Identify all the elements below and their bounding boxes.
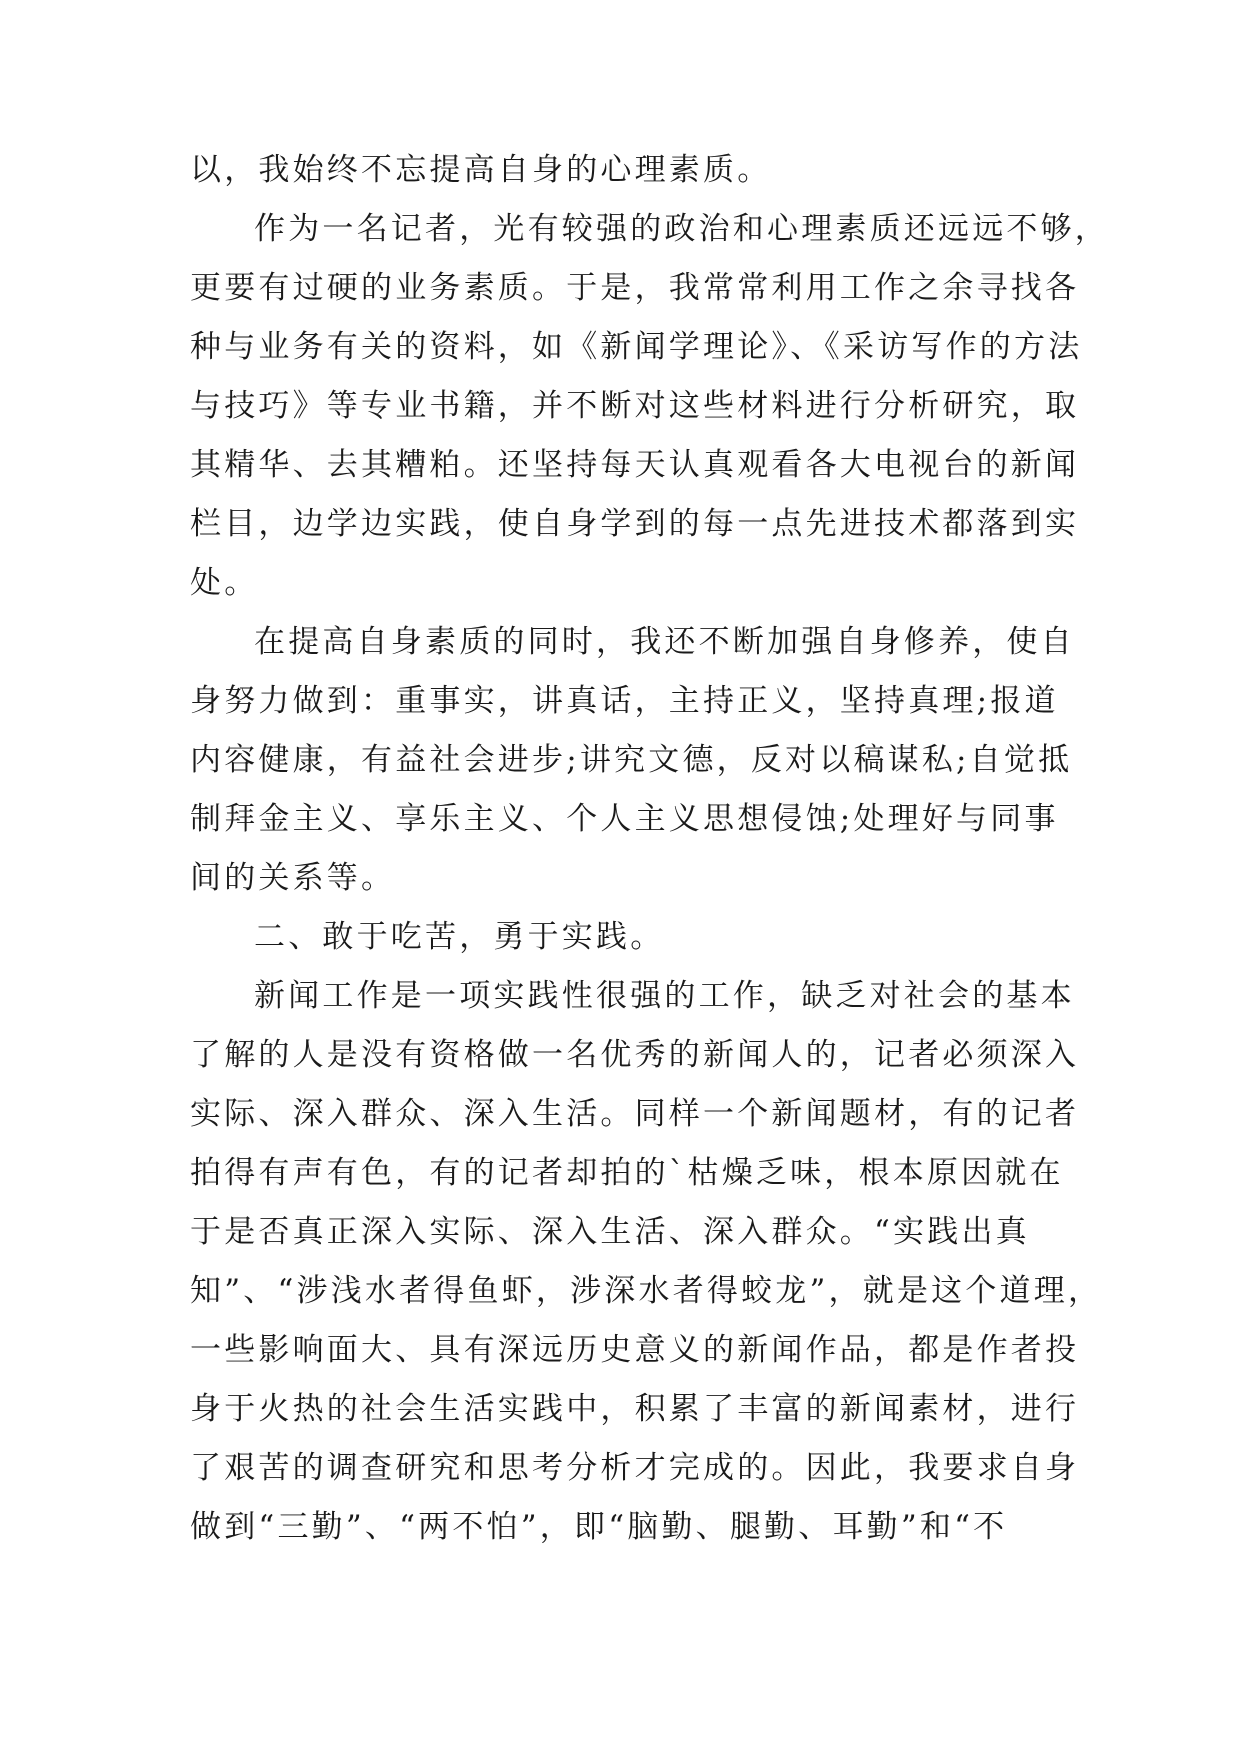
body-text-line: 拍得有声有色，有的记者却拍的`枯燥乏味，根本原因就在: [190, 1155, 1064, 1191]
paragraph-first-line: 新闻工作是一项实践性很强的工作，缺乏对社会的基本: [254, 978, 1075, 1014]
body-text-line: 做到“三勤”、“两不怕”，即“脑勤、腿勤、耳勤”和“不: [190, 1509, 1008, 1545]
body-text-line: 内容健康，有益社会进步;讲究文德，反对以稿谋私;自觉抵: [190, 742, 1073, 778]
body-text-line: 与技巧》等专业书籍，并不断对这些材料进行分析研究，取: [190, 388, 1080, 424]
body-text-line: 一些影响面大、具有深远历史意义的新闻作品，都是作者投: [190, 1332, 1080, 1368]
body-text-line: 栏目，边学边实践，使自身学到的每一点先进技术都落到实: [190, 506, 1080, 542]
body-text-line: 了艰苦的调查研究和思考分析才完成的。因此，我要求自身: [190, 1450, 1080, 1486]
body-text-line: 知”、“涉浅水者得鱼虾，涉深水者得蛟龙”，就是这个道理，: [190, 1273, 1103, 1309]
paragraph-first-line: 作为一名记者，光有较强的政治和心理素质还远远不够，: [254, 211, 1109, 247]
body-text-line: 实际、深入群众、深入生活。同样一个新闻题材，有的记者: [190, 1096, 1080, 1132]
body-text-line: 身于火热的社会生活实践中，积累了丰富的新闻素材，进行: [190, 1391, 1080, 1427]
body-text-line: 以，我始终不忘提高自身的心理素质。: [190, 152, 772, 188]
body-text-line: 身努力做到：重事实，讲真话，主持正义，坚持真理;报道: [190, 683, 1059, 719]
body-text-line: 制拜金主义、享乐主义、个人主义思想侵蚀;处理好与同事: [190, 801, 1059, 837]
paragraph-first-line: 在提高自身素质的同时，我还不断加强自身修养，使自: [254, 624, 1075, 660]
body-text-line: 更要有过硬的业务素质。于是，我常常利用工作之余寻找各: [190, 270, 1080, 306]
body-text-line: 于是否真正深入实际、深入生活、深入群众。“实践出真: [190, 1214, 1030, 1250]
body-text-line: 了解的人是没有资格做一名优秀的新闻人的，记者必须深入: [190, 1037, 1080, 1073]
body-text-line: 间的关系等。: [190, 860, 396, 896]
body-text-line: 其精华、去其糟粕。还坚持每天认真观看各大电视台的新闻: [190, 447, 1080, 483]
body-text-line: 处。: [190, 565, 259, 601]
section-heading: 二、敢于吃苦，勇于实践。: [254, 919, 665, 955]
body-text-line: 种与业务有关的资料，如《新闻学理论》、《采访写作的方法: [190, 329, 1083, 365]
